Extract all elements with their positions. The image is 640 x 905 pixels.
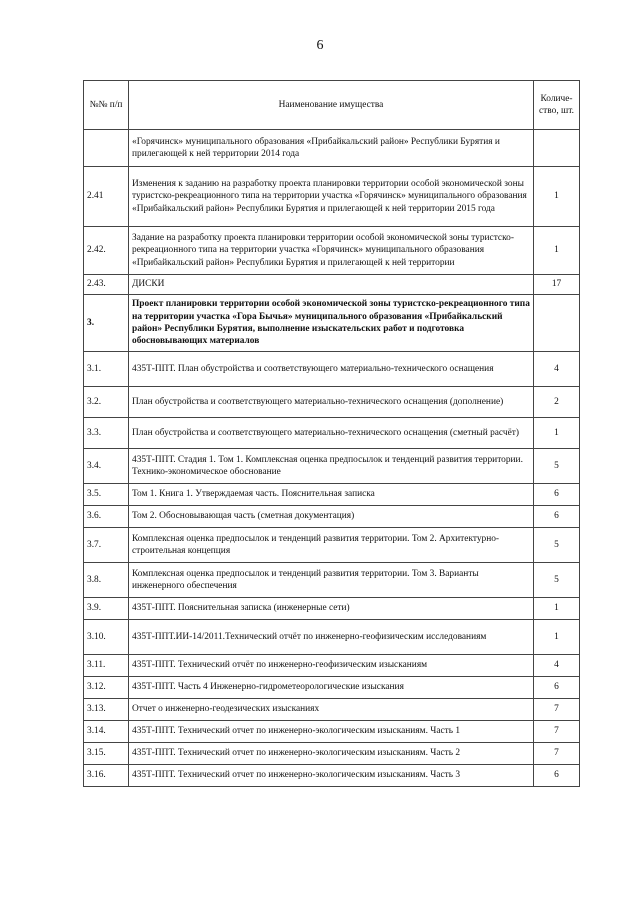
row-quantity: 7 [534,721,580,743]
row-number: 3.8. [84,563,129,598]
row-number: 3.3. [84,418,129,449]
header-quantity: Количе-ство, шт. [534,81,580,130]
row-name: 435Т-ППТ. Пояснительная записка (инженерные сети) [129,598,534,620]
row-quantity: 1 [534,418,580,449]
table-row [84,655,580,677]
table-row [84,449,580,484]
table-row [84,130,580,167]
row-name: Том 2. Обосновывающая часть (сметная документация) [129,506,534,528]
table-row [84,506,580,528]
row-name: Изменения к заданию на разработку проекта планировки территории особой экономической зоны туристско-рекреационного типа на территории участка «Горячинск» муниципального образования «Прибайкальский район» Республики Бурятия и прилегающей к ней территории 2015 года [129,167,534,227]
row-name: 435Т-ППТ. Часть 4 Инженерно-гидрометеорологические изыскания [129,677,534,699]
row-number: 2.43. [84,275,129,295]
row-name: Проект планировки территории особой экономической зоны туристско-рекреационного типа на территории участка «Гора Бычья» муниципального образования «Прибайкальский район» Республики Бурятия, выполнение изыскательских работ и подготовка обосновывающих материалов [129,295,534,352]
row-number: 3.2. [84,387,129,418]
row-name: План обустройства и соответствующего материально-технического оснащения (дополнение) [129,387,534,418]
row-quantity: 7 [534,699,580,721]
row-number: 3.12. [84,677,129,699]
row-quantity: 1 [534,227,580,275]
table-row [84,563,580,598]
row-name: Комплексная оценка предпосылок и тенденций развития территории. Том 3. Варианты инженерного обеспечения [129,563,534,598]
table-row [84,227,580,275]
table-row [84,418,580,449]
row-number: 3.16. [84,765,129,787]
row-name: 435Т-ППТ. План обустройства и соответствующего материально-технического оснащения [129,352,534,387]
row-quantity: 6 [534,765,580,787]
table-header-row [84,81,580,130]
table-row [84,677,580,699]
row-number: 2.42. [84,227,129,275]
table-body [84,130,580,787]
row-number: 3.13. [84,699,129,721]
row-quantity: 6 [534,484,580,506]
row-name: 435Т-ППТ. Стадия 1. Том 1. Комплексная оценка предпосылок и тенденций развития территории. Технико-экономическое обоснование [129,449,534,484]
page-number: 6 [316,38,324,53]
row-number: 3.14. [84,721,129,743]
table-row [84,620,580,655]
table-row [84,275,580,295]
table-row [84,352,580,387]
row-name: Том 1. Книга 1. Утверждаемая часть. Пояснительная записка [129,484,534,506]
table-row [84,598,580,620]
row-name: Задание на разработку проекта планировки территории особой экономической зоны туристско-рекреационного типа на территории участка «Горячинск» муниципального образования «Прибайкальский район» Республики Бурятия и прилегающей к ней территории [129,227,534,275]
table-row [84,528,580,563]
row-name: 435Т-ППТ. Технический отчёт по инженерно-геофизическим изысканиям [129,655,534,677]
inventory-table [83,80,580,787]
row-name: План обустройства и соответствующего материально-технического оснащения (сметный расчёт) [129,418,534,449]
row-quantity: 5 [534,528,580,563]
header-number: №№ п/п [84,81,129,130]
row-quantity: 5 [534,449,580,484]
row-quantity: 1 [534,598,580,620]
row-quantity: 6 [534,506,580,528]
row-quantity: 2 [534,387,580,418]
row-name: 435Т-ППТ. Технический отчет по инженерно-экологическим изысканиям. Часть 3 [129,765,534,787]
row-name: 435Т-ППТ. Технический отчет по инженерно-экологическим изысканиям. Часть 1 [129,721,534,743]
table-row [84,387,580,418]
row-quantity: 4 [534,655,580,677]
table-row [84,484,580,506]
row-number: 3.4. [84,449,129,484]
row-name: Отчет о инженерно-геодезических изысканиях [129,699,534,721]
table-row [84,721,580,743]
row-quantity [534,295,580,352]
table-row [84,743,580,765]
row-name: 435Т-ППТ.ИИ-14/2011.Технический отчёт по инженерно-геофизическим исследованиям [129,620,534,655]
row-number: 2.41 [84,167,129,227]
row-quantity: 6 [534,677,580,699]
table-row [84,765,580,787]
row-number: 3.11. [84,655,129,677]
row-number: 3.7. [84,528,129,563]
table-row [84,699,580,721]
table-row [84,295,580,352]
row-quantity: 1 [534,167,580,227]
row-name: 435Т-ППТ. Технический отчет по инженерно-экологическим изысканиям. Часть 2 [129,743,534,765]
row-number: 3.5. [84,484,129,506]
row-quantity: 5 [534,563,580,598]
row-number: 3.15. [84,743,129,765]
row-quantity: 4 [534,352,580,387]
row-number [84,130,129,167]
row-name: Комплексная оценка предпосылок и тенденций развития территории. Том 2. Архитектурно-строительная концепция [129,528,534,563]
row-number: 3. [84,295,129,352]
row-name: ДИСКИ [129,275,534,295]
row-quantity: 1 [534,620,580,655]
row-quantity: 7 [534,743,580,765]
table-row [84,167,580,227]
row-quantity [534,130,580,167]
row-number: 3.6. [84,506,129,528]
row-number: 3.1. [84,352,129,387]
row-number: 3.9. [84,598,129,620]
row-name: «Горячинск» муниципального образования «Прибайкальский район» Республики Бурятия и прилегающей к ней территории 2014 года [129,130,534,167]
header-name: Наименование имущества [129,81,534,130]
row-number: 3.10. [84,620,129,655]
row-quantity: 17 [534,275,580,295]
